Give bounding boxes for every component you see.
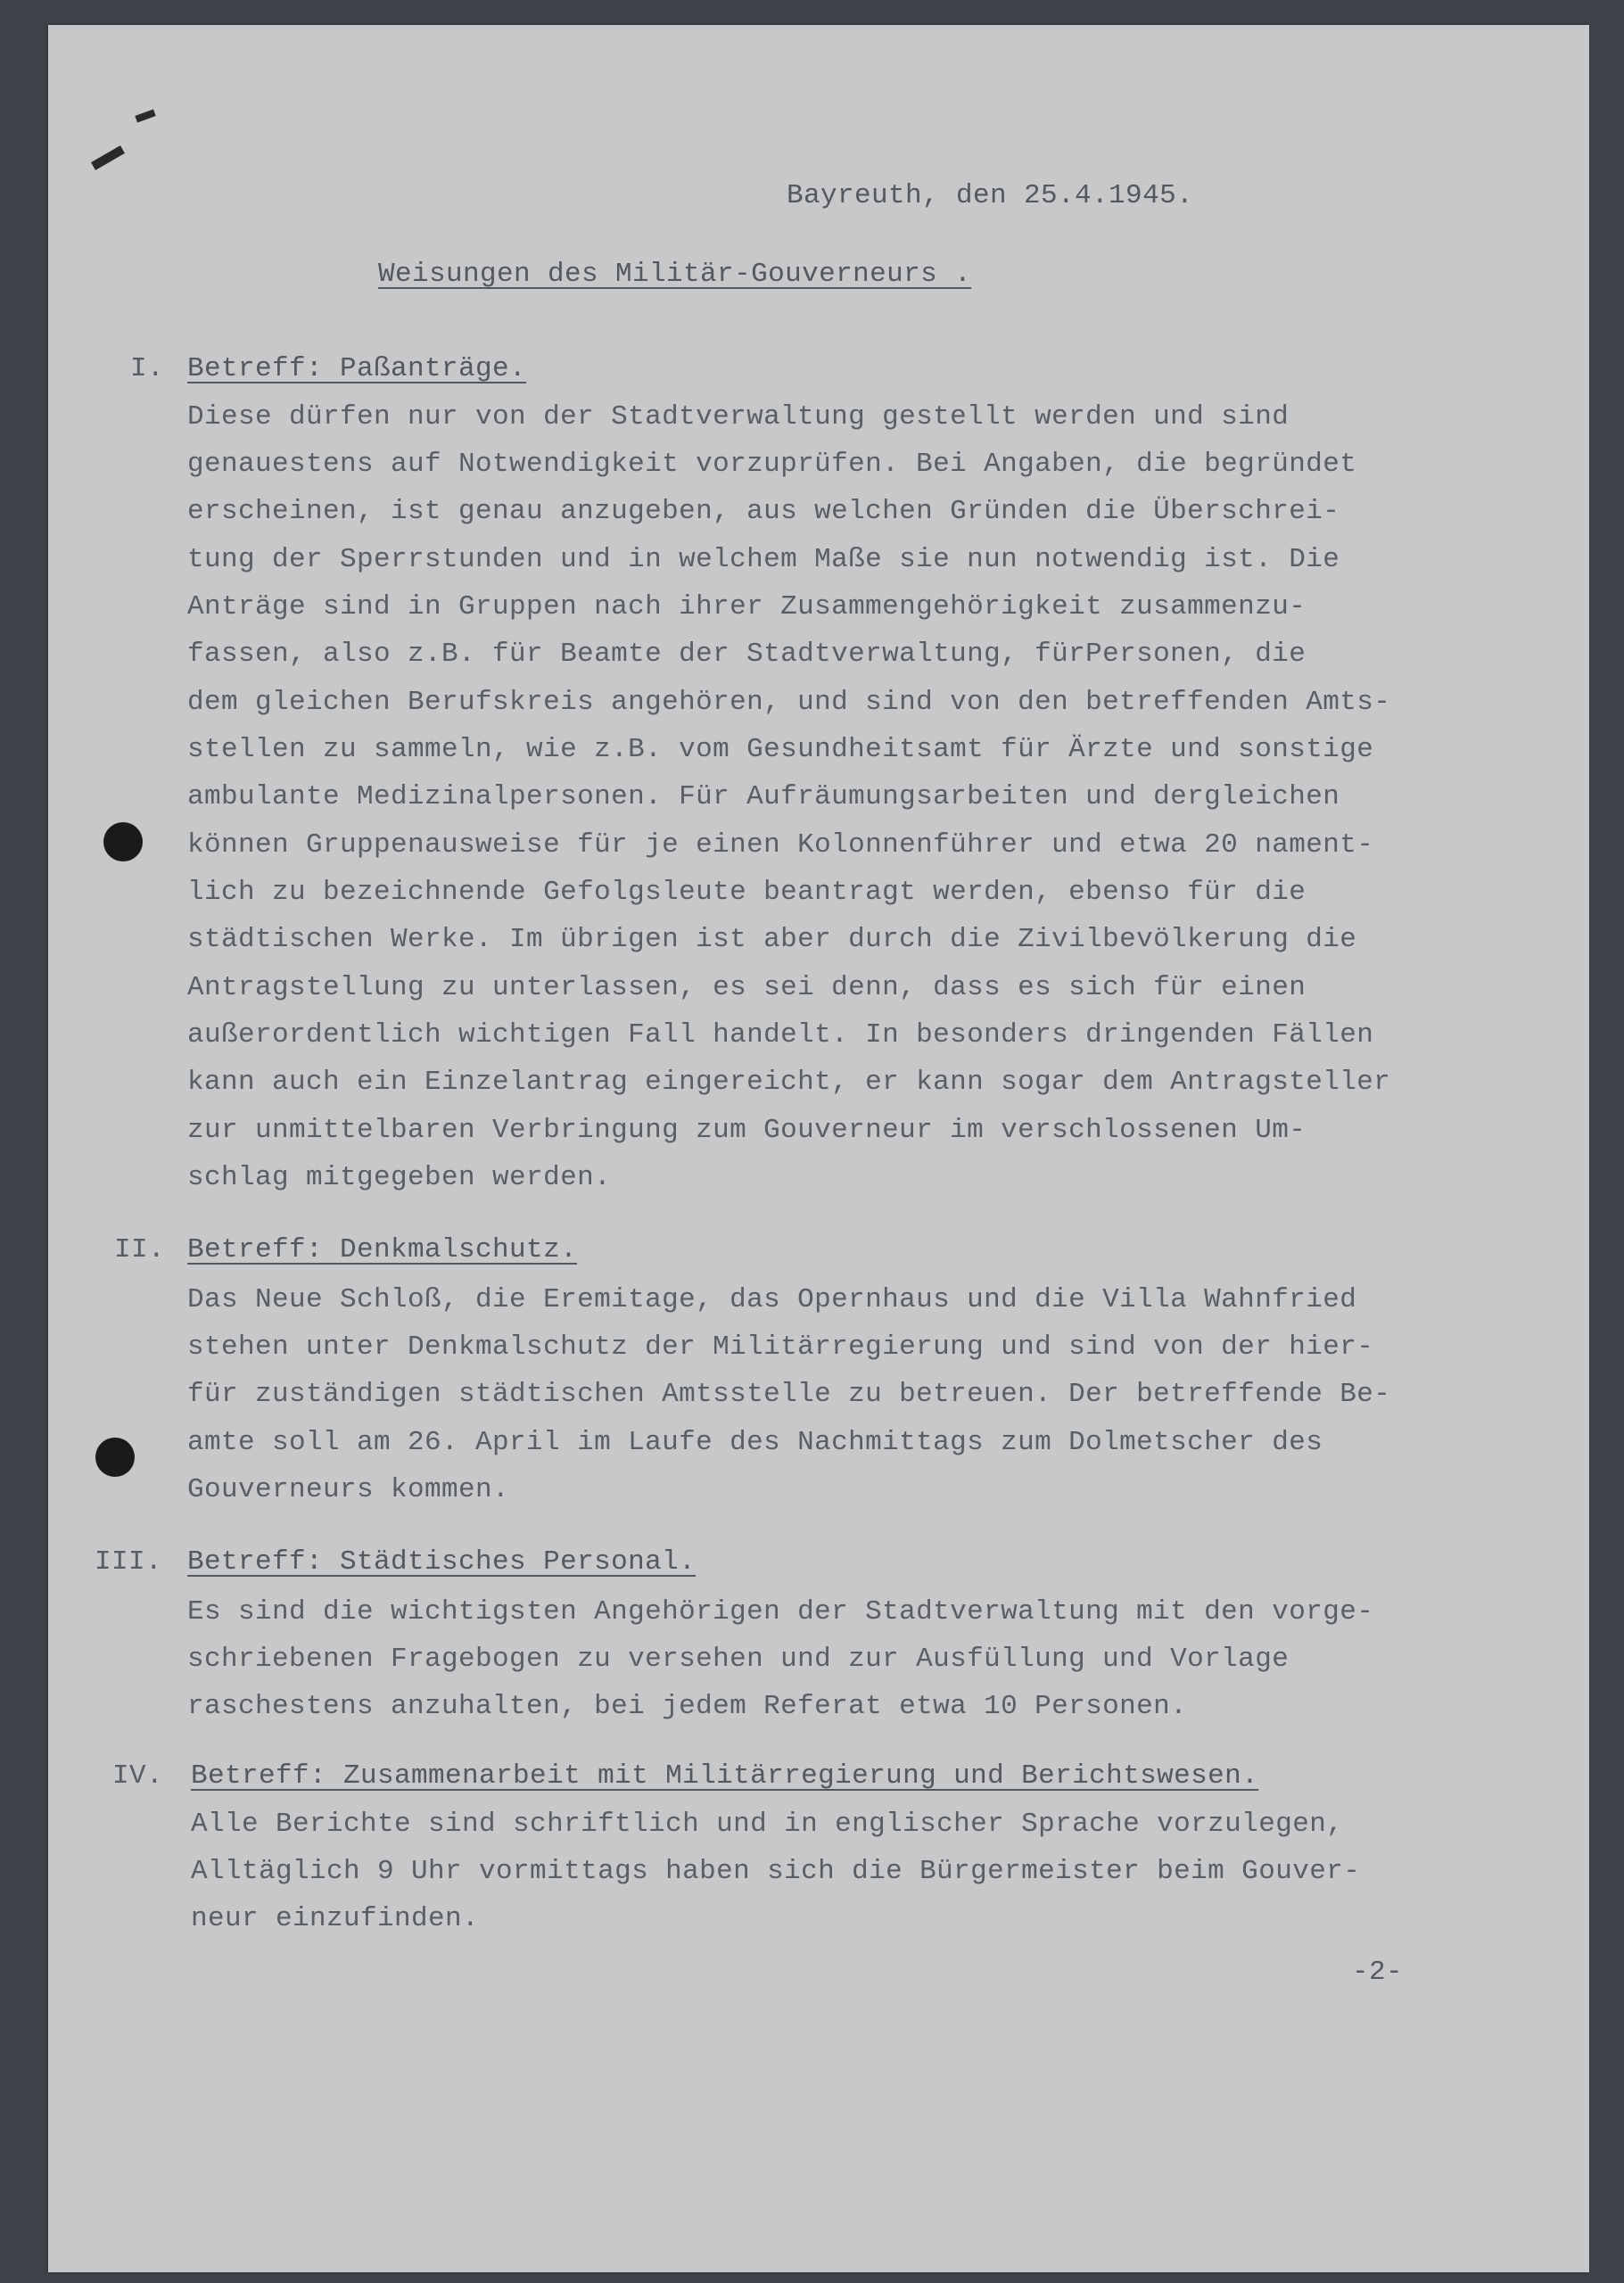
section-number: II. — [114, 1234, 166, 1265]
text-line: Es sind die wichtigsten Angehörigen der Stadtverwaltung mit den vorge- — [187, 1596, 1374, 1628]
section-heading: Betreff: Städtisches Personal. — [187, 1546, 697, 1578]
date-line: Bayreuth, den 25.4.1945. — [787, 180, 1194, 211]
text-line: Anträge sind in Gruppen nach ihrer Zusammengehörigkeit zusammenzu- — [187, 591, 1307, 622]
section-heading: Betreff: Paßanträge. — [187, 353, 527, 384]
text-line: neur einzufinden. — [191, 1903, 480, 1934]
text-line: zur unmittelbaren Verbringung zum Gouverneur im verschlossenen Um- — [187, 1115, 1307, 1146]
text-line: genauestens auf Notwendigkeit vorzuprüfen. Bei Angaben, die begründet — [187, 449, 1357, 480]
text-line: Das Neue Schloß, die Eremitage, das Opernhaus und die Villa Wahnfried — [187, 1284, 1357, 1315]
text-line: für zuständigen städtischen Amtsstelle zu betreuen. Der betreffende Be- — [187, 1379, 1391, 1410]
text-line: tung der Sperrstunden und in welchem Maße sie nun notwendig ist. Die — [187, 544, 1340, 575]
section-number: IV. — [112, 1760, 164, 1792]
section-number: III. — [95, 1546, 163, 1578]
text-line: fassen, also z.B. für Beamte der Stadtverwaltung, fürPersonen, die — [187, 639, 1307, 670]
page-number: -2- — [1352, 1957, 1404, 1988]
text-line: erscheinen, ist genau anzugeben, aus welchen Gründen die Überschrei- — [187, 496, 1340, 527]
text-line: können Gruppenausweise für je einen Kolonnenführer und etwa 20 nament- — [187, 829, 1374, 861]
section-heading: Betreff: Denkmalschutz. — [187, 1234, 578, 1265]
text-line: Alltäglich 9 Uhr vormittags haben sich die Bürgermeister beim Gouver- — [191, 1856, 1361, 1887]
staple-mark — [91, 145, 125, 170]
text-line: amte soll am 26. April im Laufe des Nachmittags zum Dolmetscher des — [187, 1427, 1323, 1458]
text-line: lich zu bezeichnende Gefolgsleute beantragt werden, ebenso für die — [187, 877, 1307, 908]
text-line: schriebenen Fragebogen zu versehen und zur Ausfüllung und Vorlage — [187, 1644, 1290, 1675]
paper-sheet — [48, 25, 1589, 2272]
text-line: Antragstellung zu unterlassen, es sei denn, dass es sich für einen — [187, 972, 1307, 1003]
punch-hole — [95, 1438, 135, 1477]
section-number: I. — [130, 353, 165, 384]
text-line: Gouverneurs kommen. — [187, 1474, 510, 1505]
text-line: stehen unter Denkmalschutz der Militärregierung und sind von der hier- — [187, 1331, 1374, 1363]
text-line: ambulante Medizinalpersonen. Für Aufräumungsarbeiten und dergleichen — [187, 781, 1340, 812]
text-line: Alle Berichte sind schriftlich und in englischer Sprache vorzulegen, — [191, 1809, 1344, 1840]
text-line: dem gleichen Berufskreis angehören, und sind von den betreffenden Amts- — [187, 687, 1391, 718]
text-line: schlag mitgegeben werden. — [187, 1162, 612, 1193]
document-title: Weisungen des Militär-Gouverneurs . — [378, 259, 972, 290]
punch-hole — [103, 822, 143, 861]
text-line: raschestens anzuhalten, bei jedem Referat etwa 10 Personen. — [187, 1691, 1188, 1722]
text-line: stellen zu sammeln, wie z.B. vom Gesundheitsamt für Ärzte und sonstige — [187, 734, 1374, 765]
text-line: kann auch ein Einzelantrag eingereicht, er kann sogar dem Antragsteller — [187, 1067, 1391, 1098]
staple-mark — [135, 109, 155, 122]
text-line: städtischen Werke. Im übrigen ist aber durch die Zivilbevölkerung die — [187, 924, 1357, 955]
section-heading: Betreff: Zusammenarbeit mit Militärregierung und Berichtswesen. — [191, 1760, 1259, 1792]
text-line: Diese dürfen nur von der Stadtverwaltung gestellt werden und sind — [187, 401, 1290, 433]
text-line: außerordentlich wichtigen Fall handelt. In besonders dringenden Fällen — [187, 1019, 1374, 1051]
